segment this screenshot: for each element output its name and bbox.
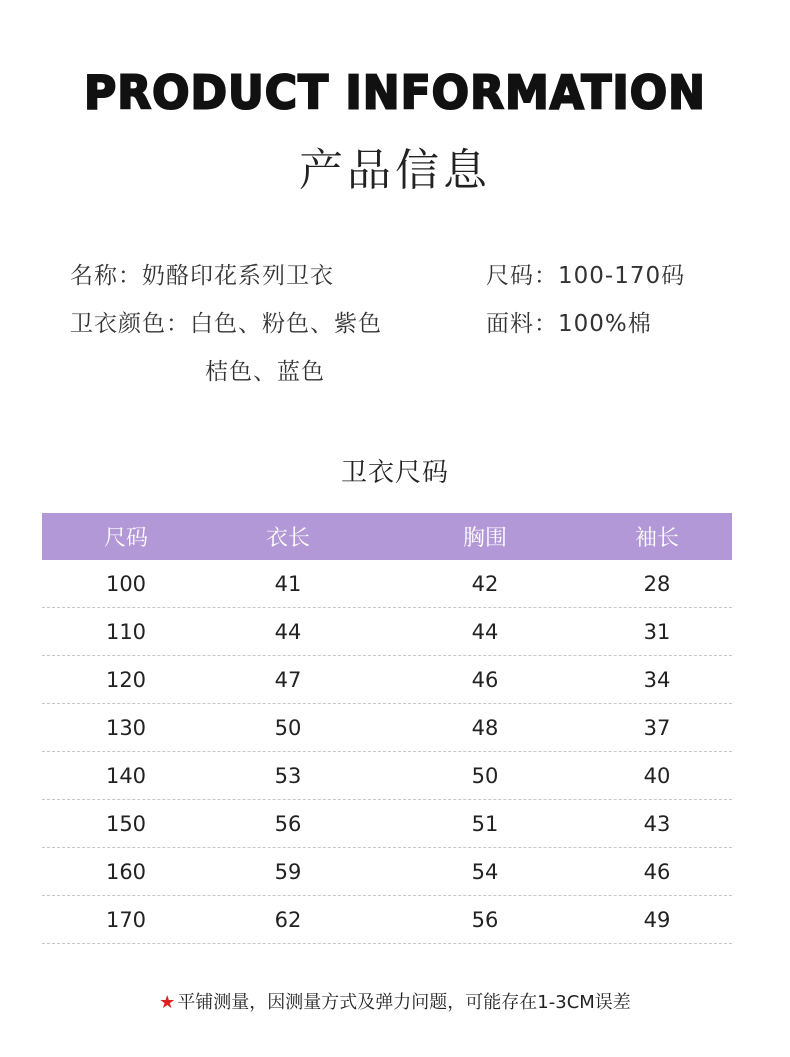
header-cell-chest: 胸围	[462, 526, 507, 551]
cell-size: 140	[105, 763, 147, 788]
table-row	[42, 656, 732, 704]
cell-size: 120	[105, 667, 147, 692]
product-name: 名称：奶酪印花系列卫衣	[70, 263, 334, 289]
header-cell-size: 尺码	[103, 526, 148, 551]
cell-chest: 51	[471, 811, 499, 836]
product-size-range: 尺码：100-170码	[486, 263, 686, 289]
cell-sleeve: 37	[643, 715, 671, 740]
cell-sleeve: 28	[643, 571, 671, 596]
cell-size: 170	[105, 907, 147, 932]
size-table-header	[42, 513, 732, 560]
cell-chest: 54	[471, 859, 499, 884]
product-colors: 卫衣颜色：白色、粉色、紫色	[70, 311, 382, 337]
cell-sleeve: 31	[643, 619, 671, 644]
table-row	[42, 704, 732, 752]
header-cell-sleeve: 袖长	[634, 526, 679, 551]
table-row	[42, 896, 732, 944]
cell-sleeve: 43	[643, 811, 671, 836]
star-icon: ★	[159, 992, 176, 1013]
cell-chest: 42	[471, 571, 499, 596]
cell-length: 59	[274, 859, 302, 884]
cell-size: 100	[105, 571, 147, 596]
cell-chest: 46	[471, 667, 499, 692]
cell-sleeve: 46	[643, 859, 671, 884]
cell-size: 160	[105, 859, 147, 884]
cell-size: 150	[105, 811, 147, 836]
cell-size: 130	[105, 715, 147, 740]
header-cell-length: 衣长	[265, 526, 310, 551]
table-row	[42, 848, 732, 896]
size-table-title: 卫衣尺码	[340, 458, 449, 488]
measurement-note-text: 平铺测量，因测量方式及弹力问题，可能存在1-3CM误差	[177, 992, 631, 1013]
size-table	[42, 513, 732, 944]
cell-sleeve: 34	[643, 667, 671, 692]
title-chinese: 产品信息	[299, 145, 491, 196]
cell-sleeve: 49	[643, 907, 671, 932]
cell-sleeve: 40	[643, 763, 671, 788]
table-row	[42, 560, 732, 608]
cell-chest: 56	[471, 907, 499, 932]
cell-length: 47	[274, 667, 302, 692]
table-row	[42, 752, 732, 800]
cell-length: 44	[274, 619, 302, 644]
cell-length: 62	[274, 907, 302, 932]
cell-chest: 50	[471, 763, 499, 788]
cell-length: 41	[274, 571, 302, 596]
cell-chest: 48	[471, 715, 499, 740]
table-row	[42, 800, 732, 848]
product-colors-continued: 桔色、蓝色	[205, 359, 325, 385]
table-row	[42, 608, 732, 656]
cell-chest: 44	[471, 619, 499, 644]
cell-size: 110	[105, 619, 147, 644]
product-fabric: 面料：100%棉	[486, 311, 652, 337]
cell-length: 50	[274, 715, 302, 740]
title-english: PRODUCT INFORMATION	[84, 66, 706, 121]
cell-length: 53	[274, 763, 302, 788]
measurement-note	[0, 988, 790, 1014]
cell-length: 56	[274, 811, 302, 836]
